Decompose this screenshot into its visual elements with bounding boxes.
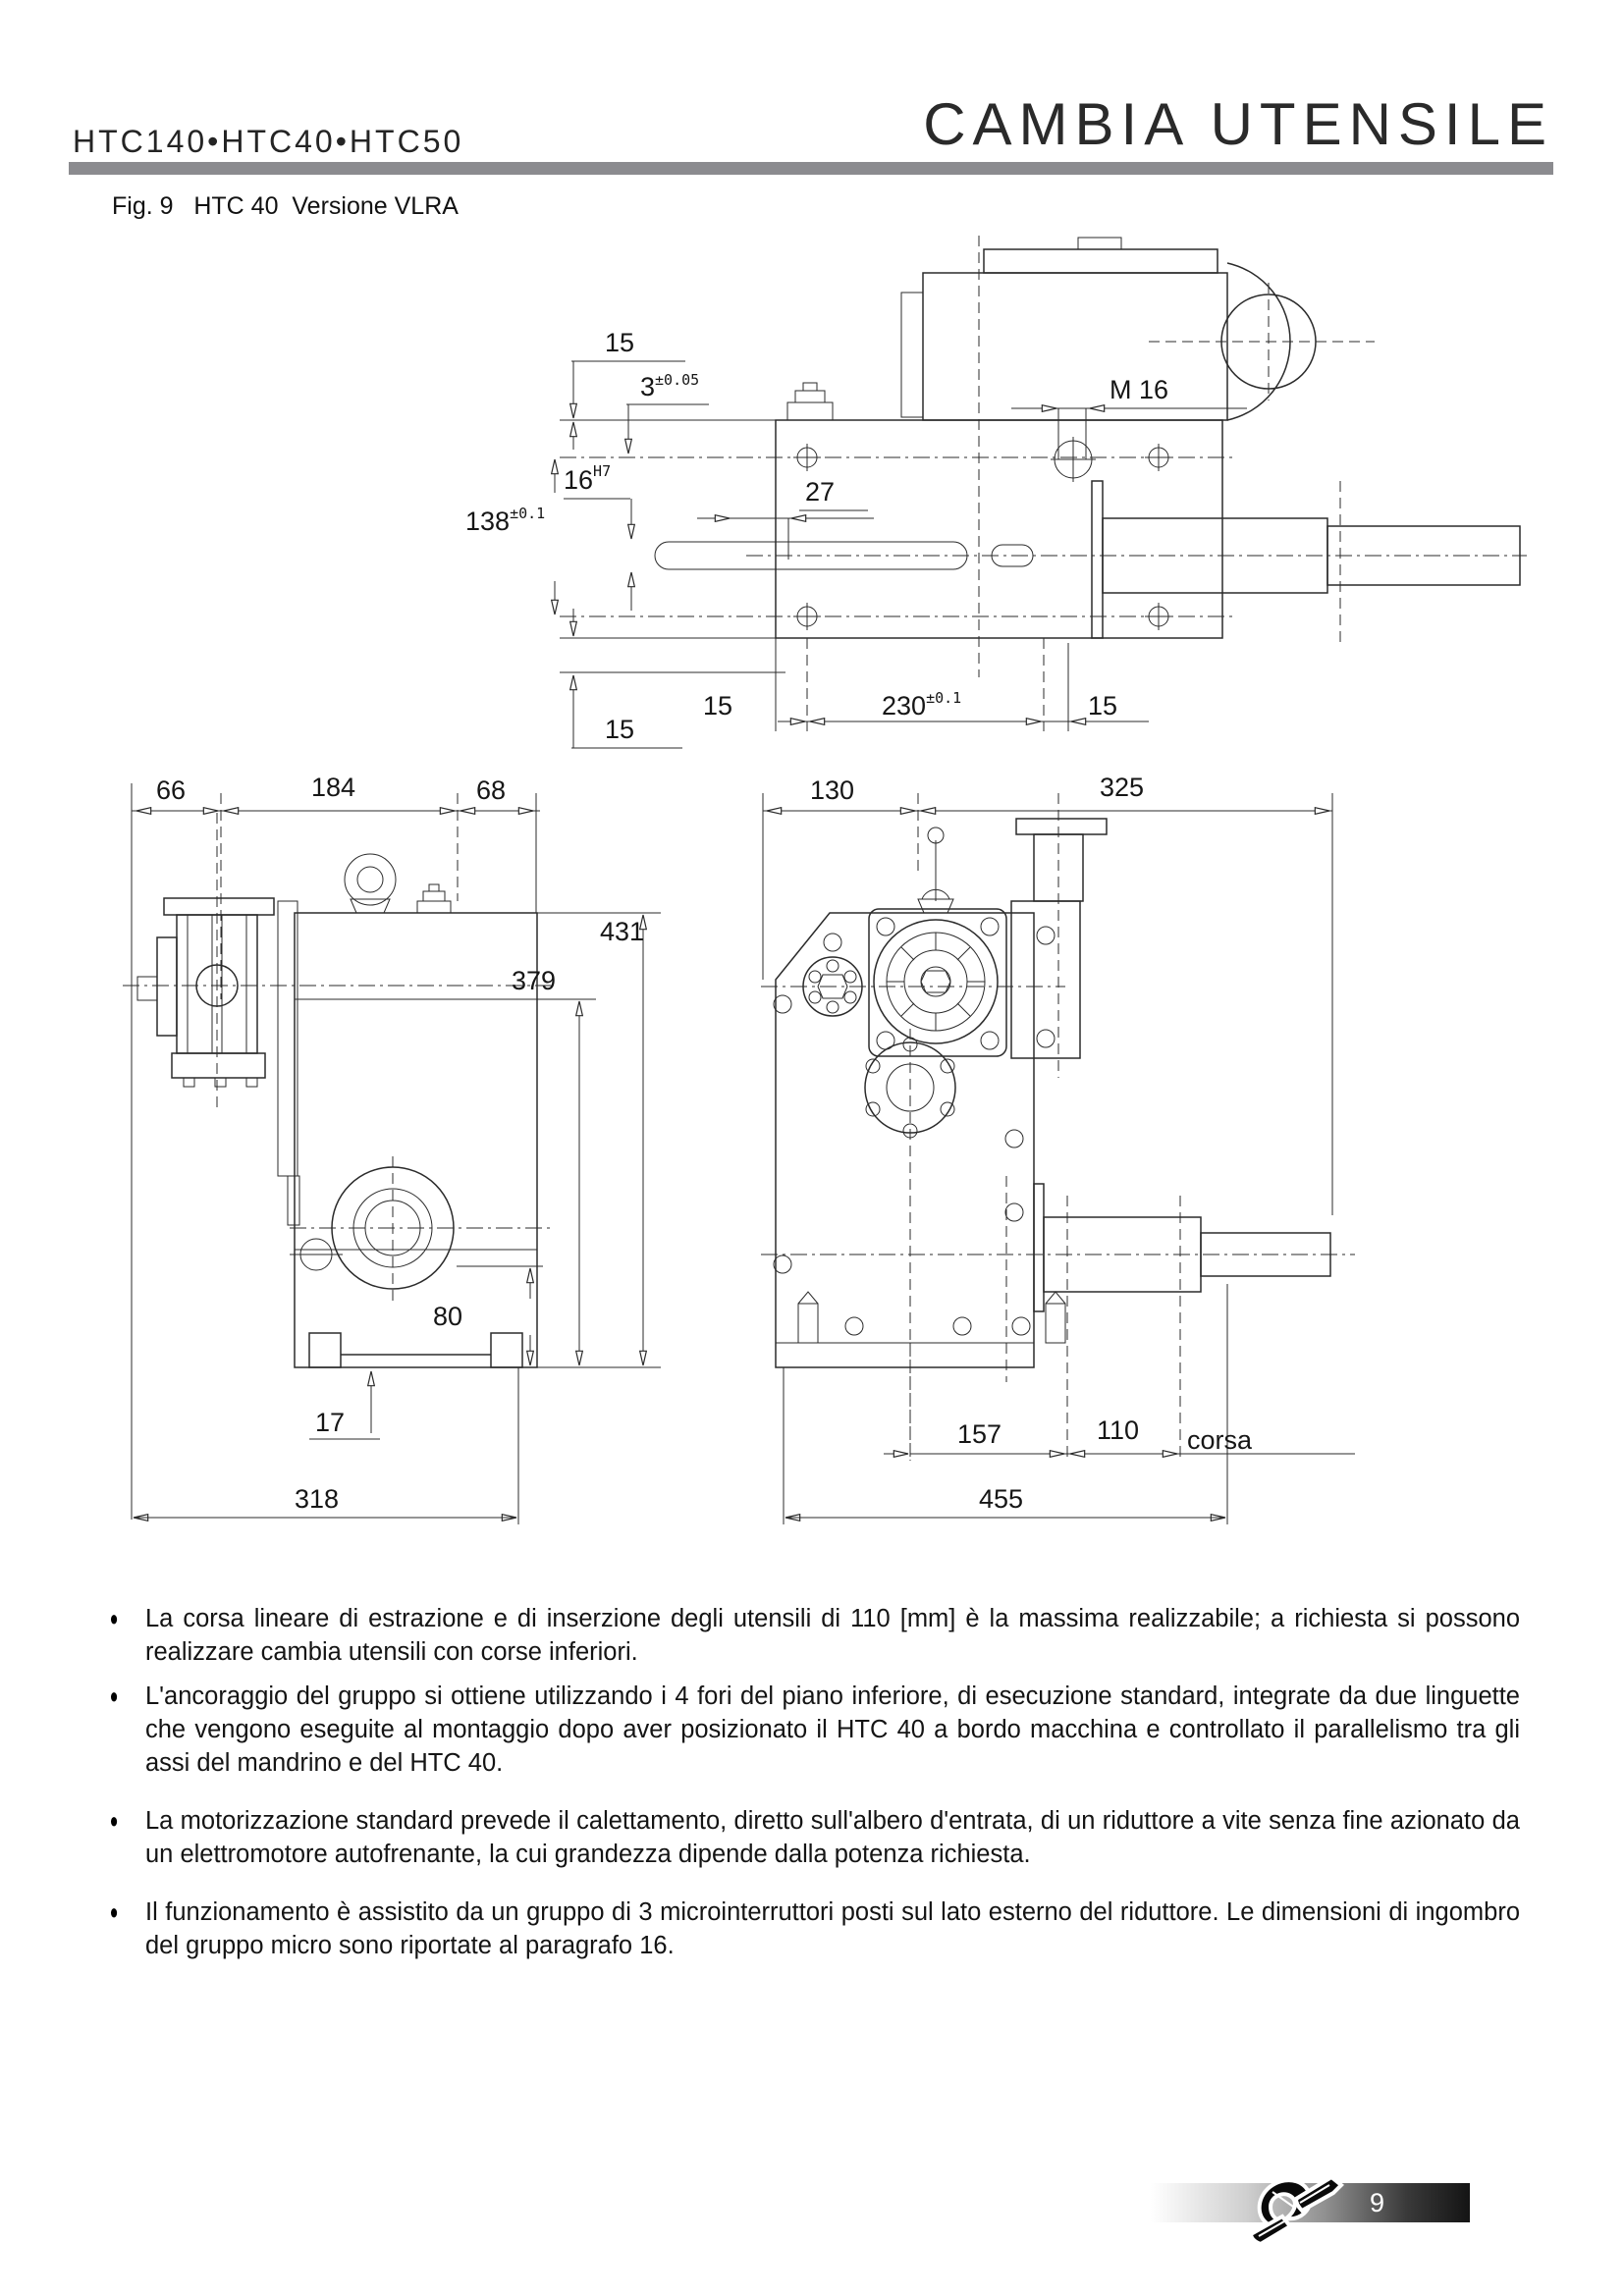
bullet-icon: ● (109, 1808, 119, 1833)
foot-studs (798, 1292, 1065, 1343)
dim-label: $3^{\pm 0.05}$ (640, 371, 700, 401)
notes-list (102, 1602, 1520, 1973)
dim-label: 318 (295, 1484, 340, 1514)
dim-label: 379 (512, 966, 557, 995)
mount-holes (793, 444, 1172, 630)
dim-label: 184 (311, 773, 356, 802)
dim-15-top (560, 328, 776, 450)
dim-bottom-row (784, 1196, 1355, 1524)
dim-label: 15 (605, 328, 635, 357)
dim-label: $230^{\pm 0.1}$ (882, 689, 962, 721)
page-title: CAMBIA UTENSILE (923, 91, 1553, 157)
dim-27 (697, 477, 874, 560)
dim-label: M 16 (1110, 375, 1169, 404)
mounting-feet (309, 1333, 522, 1367)
header-divider (69, 162, 1553, 175)
dim-label: 66 (156, 775, 187, 805)
breather-cap (417, 884, 451, 913)
note-text: La corsa lineare di estrazione e di inserzione degli utensili di 110 [mm] è la massima realizzabile; a richiesta si possono realizzare cambia utensili con corse inferiori. (145, 1605, 1520, 1666)
bullet-icon: ● (109, 1899, 119, 1924)
breather-cap (787, 383, 833, 420)
selector-lever (918, 828, 953, 913)
dim-m16 (1011, 375, 1247, 482)
drawing-front-view (93, 754, 727, 1544)
mount-bracket (1011, 793, 1107, 1078)
dim-17 (309, 1371, 380, 1439)
drawing-top-elevation (461, 236, 1532, 766)
header-model-codes: HTC140•HTC40•HTC50 (73, 124, 464, 159)
dim-label: 325 (1100, 773, 1145, 802)
dim-label: 15 (1088, 691, 1118, 721)
dim-bottom-row (703, 638, 1149, 731)
dim-138 (465, 459, 555, 614)
dim-label: $16^{H7}$ (564, 462, 612, 495)
figure-caption: Fig. 9 HTC 40 Versione VLRA (112, 192, 459, 220)
note-text: L'ancoraggio del gruppo si ottiene utilizzando i 4 fori del piano inferiore, di esecuzione standard, integrate da due linguette che vengono eseguite al montaggio dopo aver posizionato il HTC 40 a bordo macchina e controllato il parallelismo tra gli assi del mandrino e del HTC 40. (145, 1682, 1520, 1777)
dim-label: 431 (600, 917, 645, 946)
motor-flange (869, 909, 1006, 1056)
dim-label: 17 (315, 1408, 346, 1437)
dim-318 (134, 1367, 518, 1524)
note-item (102, 1680, 1520, 1780)
note-item (102, 1602, 1520, 1669)
dim-label: 68 (476, 775, 507, 805)
dim-label: 455 (979, 1484, 1024, 1514)
note-item (102, 1896, 1520, 1962)
cover-screws (774, 995, 1030, 1335)
note-text: Il funzionamento è assistito da un gruppo di 3 microinterruttori posti sul lato esterno del riduttore. Le dimensioni di ingombro del gruppo micro sono riportate al paragrafo 16. (145, 1898, 1520, 1959)
dim-3 (626, 371, 709, 454)
brand-logo-icon (1239, 2160, 1352, 2248)
dim-379 (512, 966, 596, 1365)
dim-16-h7 (564, 462, 631, 611)
eye-bolt (345, 854, 396, 913)
drawing-side-view (722, 754, 1360, 1549)
dim-top-row (763, 773, 1332, 1215)
dim-label: $138^{\pm 0.1}$ (465, 505, 546, 536)
bullet-icon: ● (109, 1606, 119, 1630)
dim-label: 80 (433, 1302, 463, 1331)
arm-hub (290, 1156, 555, 1304)
bullet-icon: ● (109, 1683, 119, 1708)
stroke-label: corsa (1187, 1425, 1253, 1455)
dim-label: 15 (703, 691, 733, 721)
worm-gearbox (137, 898, 299, 1225)
housing-body (295, 913, 537, 1367)
dim-label: 130 (810, 775, 855, 805)
page-number: 9 (1370, 2188, 1385, 2217)
note-text: La motorizzazione standard prevede il calettamento, diretto sull'albero d'entrata, di un riduttore a vite senza fine azionato da un elettromotore autofrenante, la cui grandezza dipende dalla potenza richiesta. (145, 1807, 1520, 1868)
dim-label: 110 (1097, 1415, 1140, 1445)
dim-label: 15 (605, 715, 635, 744)
note-item (102, 1804, 1520, 1871)
dim-15-left-bottom (560, 609, 785, 748)
dim-label: 27 (805, 477, 836, 507)
dim-80 (433, 1266, 543, 1365)
output-shaft (761, 1176, 1355, 1382)
gearbox-body (776, 420, 1222, 638)
dim-label: 157 (957, 1419, 1002, 1449)
output-shaft (746, 481, 1527, 648)
